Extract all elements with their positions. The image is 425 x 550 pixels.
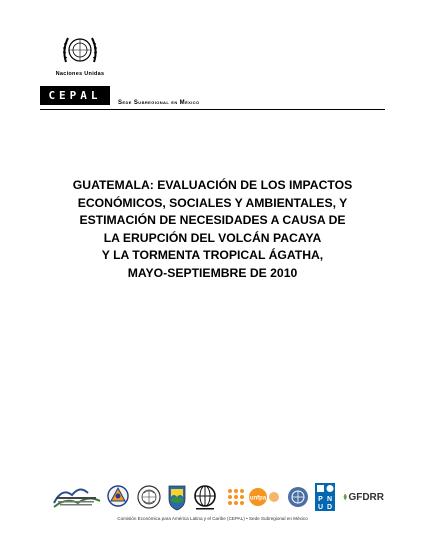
unicef-logo-icon — [224, 482, 248, 512]
svg-text:P: P — [318, 496, 323, 503]
un-small-logo-icon — [286, 482, 310, 512]
gfdrr-label: GFDRR — [348, 491, 384, 503]
conred-logo-icon — [106, 482, 130, 512]
svg-text:N: N — [326, 496, 333, 503]
svg-text:unfpa: unfpa — [249, 495, 267, 502]
document-title — [40, 177, 385, 283]
segeplan-logo-icon — [52, 482, 102, 512]
world-bank-logo-icon — [192, 482, 218, 512]
gfdrr-logo — [342, 482, 384, 512]
un-emblem-icon — [58, 32, 102, 72]
cepal-logo: CEPAL — [40, 86, 110, 105]
header-divider — [40, 109, 385, 110]
unfpa-logo-icon — [248, 482, 282, 512]
pnud-logo-icon — [314, 482, 336, 512]
partner-logos — [52, 482, 382, 512]
svg-text:D: D — [326, 504, 333, 511]
subheadquarters-label: Sede Subregional en México — [118, 100, 200, 106]
svg-text:U: U — [317, 504, 324, 511]
un-label: Naciones Unidas — [55, 71, 105, 77]
imf-logo-icon — [136, 482, 162, 512]
title-line: Y LA TORMENTA TROPICAL ÁGATHA, — [101, 248, 324, 263]
footer-text: Comisión Económica para América Latina y el Caribe (CEPAL) • Sede Subregional en México — [117, 516, 308, 521]
title-line: GUATEMALA: EVALUACIÓN DE LOS IMPACTOS — [72, 178, 353, 192]
title-line: MAYO-SEPTIEMBRE DE 2010 — [127, 265, 298, 280]
title-line: LA ERUPCIÓN DEL VOLCÁN PACAYA — [103, 230, 322, 245]
title-line: ESTIMACIÓN DE NECESIDADES A CAUSA DE — [79, 213, 346, 228]
emblem-logo-icon — [166, 482, 188, 512]
title-line: ECONÓMICOS, SOCIALES Y AMBIENTALES, Y — [77, 195, 348, 210]
